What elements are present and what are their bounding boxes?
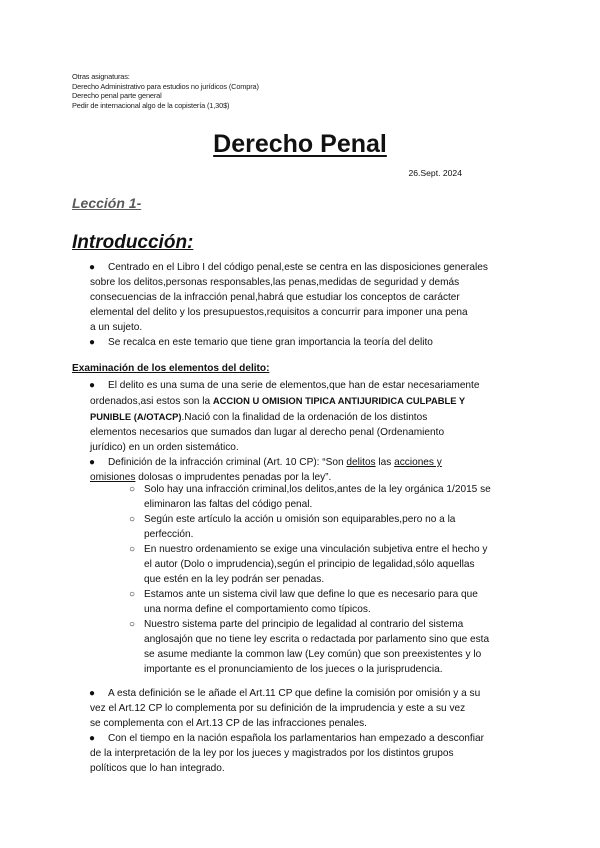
text-span: ordenados,asi estos son la xyxy=(90,396,213,407)
elements-list xyxy=(72,378,532,485)
circle-bullet-icon: ○ xyxy=(129,619,136,630)
text-line: consecuencias de la infracción penal,habrá que estudiar los conceptos de carácter xyxy=(90,292,460,303)
text-line: perfección. xyxy=(144,529,194,540)
text-span: Definición de la infracción criminal (Art. 10 CP): “Son xyxy=(108,457,347,468)
text-line: una norma define el comportamiento como típicos. xyxy=(144,604,371,615)
text-line xyxy=(90,409,532,425)
note-line: Derecho penal parte general xyxy=(72,91,162,101)
underlined-term: acciones y xyxy=(394,457,442,468)
text-line: que estén en la ley podrán ser penadas. xyxy=(144,574,325,585)
text-line: Según este artículo la acción u omisión son equiparables,pero no a la xyxy=(144,514,456,525)
intro-list xyxy=(72,260,532,350)
text-line: de la interpretación de la ley por los jueces y magistrados por los distintos grupos xyxy=(90,748,454,759)
note-line: Derecho Administrativo para estudios no jurídicos (Compra) xyxy=(72,81,259,91)
text-line: importante es el pronunciamiento de los jueces o la jurisprudencia. xyxy=(144,664,443,675)
intro-heading: Introducción: xyxy=(72,232,194,253)
underlined-term: delitos xyxy=(346,457,376,468)
text-line: El delito es una suma de una serie de elementos,que han de estar necesariamente xyxy=(108,380,480,391)
text-line: jurídico) en un orden sistemático. xyxy=(90,442,239,453)
list-item xyxy=(72,378,532,455)
sub-list xyxy=(72,482,532,677)
text-line: se asume mediante la common law (Ley común) que son preexistentes y lo xyxy=(144,649,482,660)
circle-bullet-icon: ○ xyxy=(129,514,136,525)
bullet-icon: ● xyxy=(89,457,96,468)
text-line: eliminaron las faltas del código penal. xyxy=(144,499,313,510)
text-line: Se recalca en este temario que tiene gran importancia la teoría del delito xyxy=(108,337,433,348)
text-line: anglosajón que no tiene ley escrita o redactada por parlamento sino que esta xyxy=(144,634,490,645)
text-line: Con el tiempo en la nación española los parlamentarios han empezado a desconfiar xyxy=(108,733,484,744)
note-line: Pedir de internacional algo de la copistería (1,30$) xyxy=(72,100,230,110)
text-line: el autor (Dolo o imprudencia),según el principio de legalidad,sólo aquellas xyxy=(144,559,475,570)
underlined-term: omisiones xyxy=(90,472,136,483)
text-line: Nuestro sistema parte del principio de legalidad al contrario del sistema xyxy=(144,619,464,630)
sub-list-item xyxy=(72,542,532,587)
lesson-heading: Lección 1- xyxy=(72,195,142,211)
circle-bullet-icon: ○ xyxy=(129,544,136,555)
final-list xyxy=(72,686,532,776)
text-line: elemental del delito y los presupuestos,requisitos a concurrir para imponer una pena xyxy=(90,307,468,318)
text-span: .Nació con la finalidad de la ordenación de los distintos xyxy=(181,412,428,423)
circle-bullet-icon: ○ xyxy=(129,589,136,600)
list-item xyxy=(72,260,532,335)
text-line xyxy=(90,393,532,409)
document-date: 26.Sept. 2024 xyxy=(408,168,462,178)
bold-term: PUNIBLE (A/OTACP) xyxy=(90,411,182,422)
text-line xyxy=(108,455,532,470)
document-title: Derecho Penal xyxy=(213,130,387,158)
list-item xyxy=(72,455,532,485)
sub-list-item xyxy=(72,512,532,542)
bold-term: ACCION U OMISION TIPICA ANTIJURIDICA CULPABLE Y xyxy=(212,395,466,406)
text-line: elementos necesarios que sumados dan lugar al derecho penal (Ordenamiento xyxy=(90,427,445,438)
sub-list-item xyxy=(72,617,532,677)
bullet-icon: ● xyxy=(89,688,96,699)
list-item xyxy=(72,335,532,350)
text-line: se complementa con el Art.13 CP de las infracciones penales. xyxy=(90,718,367,729)
text-span: dolosas o imprudentes penadas por la ley”. xyxy=(135,472,332,483)
text-line: Estamos ante un sistema civil law que define lo que es necesario para que xyxy=(144,589,478,600)
text-line: a un sujeto. xyxy=(90,322,143,333)
text-line: A esta definición se le añade el Art.11 CP que define la comisión por omisión y a su xyxy=(108,688,481,699)
note-line: Otras asignaturas: xyxy=(72,72,130,81)
text-line: Centrado en el Libro I del código penal,este se centra en las disposiciones generales xyxy=(108,262,488,273)
sub-list-item xyxy=(72,482,532,512)
header-notes xyxy=(72,72,259,110)
bullet-icon: ● xyxy=(89,733,96,744)
sub-list-item xyxy=(72,587,532,617)
section-heading: Examinación de los elementos del delito: xyxy=(72,363,270,374)
text-line: vez el Art.12 CP lo complementa por su definición de la imprudencia y este a su vez xyxy=(90,703,466,714)
bullet-icon: ● xyxy=(89,262,96,273)
circle-bullet-icon: ○ xyxy=(129,484,136,495)
text-span: las xyxy=(375,457,395,468)
text-line: políticos que lo han integrado. xyxy=(90,763,225,774)
list-item xyxy=(72,686,532,731)
bullet-icon: ● xyxy=(89,337,96,348)
text-line: Solo hay una infracción criminal,los delitos,antes de la ley orgánica 1/2015 se xyxy=(144,484,491,495)
bullet-icon: ● xyxy=(89,380,96,391)
text-line: En nuestro ordenamiento se exige una vinculación subjetiva entre el hecho y xyxy=(144,544,488,555)
text-line: sobre los delitos,personas responsables,las penas,medidas de seguridad y demás xyxy=(90,277,460,288)
list-item xyxy=(72,731,532,776)
